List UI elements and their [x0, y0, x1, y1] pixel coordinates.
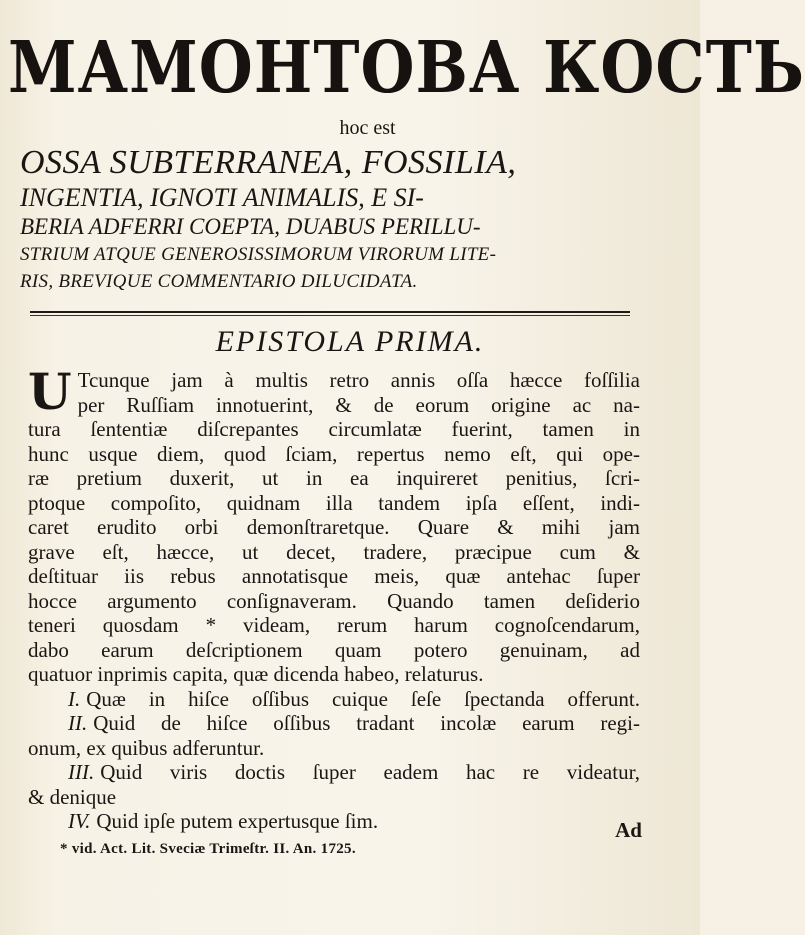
cyrillic-title: МАМОНТОВА КОСТЬ: [8, 25, 805, 110]
body-line: quatuor inprimis capita, quæ dicenda habeo, relaturus.: [28, 662, 484, 686]
subtitle-line-2: INGENTIA, IGNOTI ANIMALIS, E SI-: [20, 183, 424, 212]
footnote: * vid. Act. Lit. Sveciæ Trimeſtr. II. An. 1725.: [60, 841, 356, 857]
body-line: hocce argumento conſignaveram. Quando tamen deſiderio: [28, 588, 640, 613]
body-line: tura ſententiæ diſcrepantes circumlatæ fuerint, tamen in: [28, 417, 640, 441]
list-numeral: I.: [68, 686, 81, 711]
subtitle-line-1: OSSA SUBTERRANEA, FOSSILIA,: [20, 144, 517, 181]
list-item: [28, 687, 640, 712]
list-item-continuation: [28, 736, 640, 761]
body-line: caret erudito orbi demonſtraretque. Quare & mihi jam: [28, 515, 640, 539]
subtitle-line-3: BERIA ADFERRI COEPTA, DUABUS PERILLU-: [20, 214, 481, 239]
subtitle-line-4: STRIUM ATQUE GENEROSISSIMORUM VIRORUM LITE-: [20, 244, 497, 265]
body-line: grave eſt, hæcce, ut decet, tradere, præcipue cum &: [28, 539, 640, 564]
subtitle-line-5: RIS, BREVIQUE COMMENTARIO DILUCIDATA.: [20, 271, 418, 292]
catchword: Ad: [615, 818, 642, 842]
list-numeral: IV.: [68, 809, 91, 833]
body-line: Tcunque jam à multis retro annis oſſa hæcce foſſilia: [77, 368, 640, 392]
body-line: per Ruſſiam innotuerint, & de eorum origine ac na-: [77, 392, 640, 417]
list-numeral: II.: [68, 711, 88, 735]
double-rule-divider: [30, 311, 630, 313]
list-item-text: & denique: [28, 784, 117, 809]
list-item-text: Quid viris doctis ſuper eadem hac re videatur,: [100, 760, 640, 784]
list-item-continuation: [28, 785, 640, 810]
list-item: [28, 760, 640, 785]
drop-cap: U: [28, 362, 72, 421]
body-line: deſtituar iis rebus annotatisque meis, quæ antehac ſuper: [28, 564, 640, 588]
body-line: ptoque compoſito, quidnam illa tandem ipſa eſſent, indi-: [28, 490, 640, 515]
list-item-text: Quæ in hiſce oſſibus cuique ſeſe ſpectanda offerunt.: [86, 686, 640, 711]
body-line: teneri quosdam * videam, rerum harum cognoſcendarum,: [28, 613, 640, 637]
list-item-text: onum, ex quibus adferuntur.: [28, 735, 265, 760]
hoc-est-line: hoc est: [339, 117, 396, 139]
body-line: dabo earum deſcriptionem quam potero genuinam, ad: [28, 637, 640, 662]
list-item-text: Quid ipſe putem expertusque ſim.: [96, 809, 379, 833]
section-heading: EPISTOLA PRIMA.: [215, 325, 485, 358]
list-item-text: Quid de hiſce oſſibus tradant incolæ earum regi-: [93, 711, 640, 735]
body-line: hunc usque diem, quod ſciam, repertus nemo eſt, qui ope-: [28, 441, 640, 466]
list-numeral: III.: [68, 760, 95, 784]
body-line: ræ pretium duxerit, ut in ea inquireret penitius, ſcri-: [28, 466, 640, 490]
latin-subtitle: [20, 143, 645, 295]
body-text: [28, 362, 640, 834]
list-item: [28, 711, 640, 736]
list-item: [28, 809, 640, 834]
